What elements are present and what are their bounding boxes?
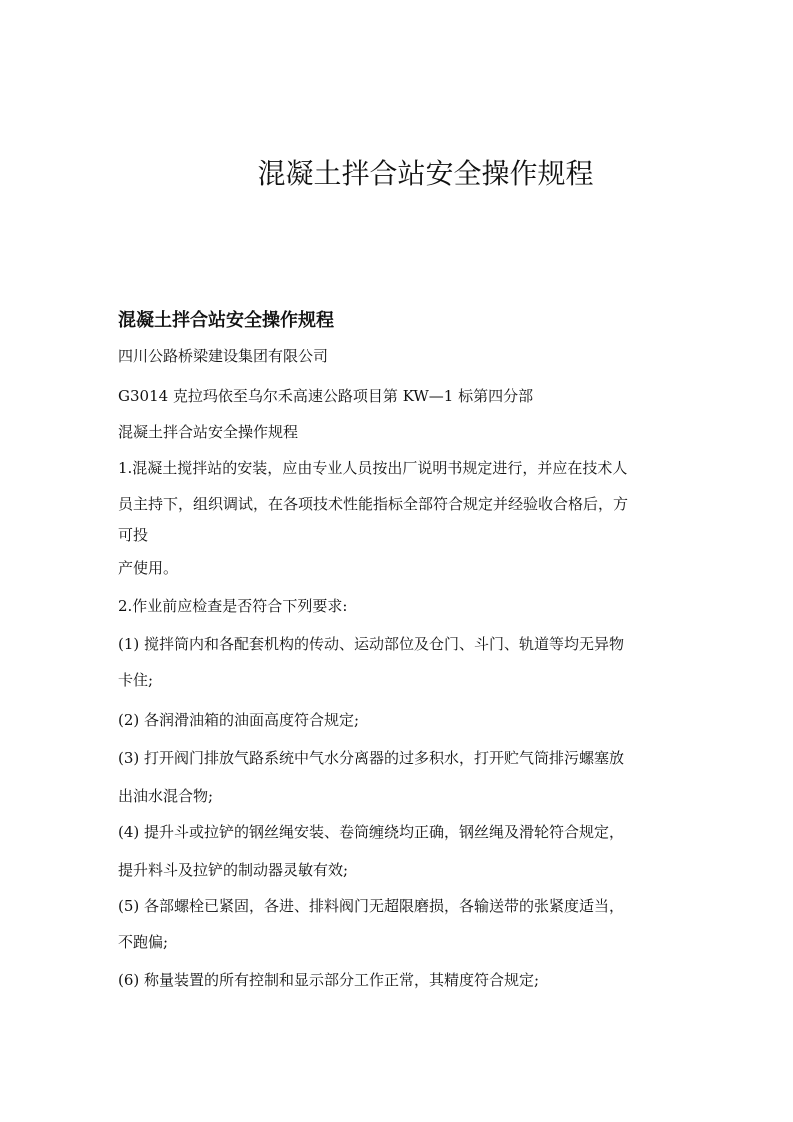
paragraph-line: 出油水混合物; [118, 787, 214, 805]
paragraph-line: 1.混凝土搅拌站的安装，应由专业人员按出厂说明书规定进行，并应在技术人 [118, 459, 628, 477]
paragraph-line: 产使用。 [118, 559, 179, 577]
document-title: 混凝土拌合站安全操作规程 [257, 157, 594, 190]
paragraph-line: (2) 各润滑油箱的油面高度符合规定; [118, 711, 360, 729]
section-heading: 混凝土拌合站安全操作规程 [118, 310, 334, 331]
paragraph-line: 员主持下，组织调试，在各项技术性能指标全部符合规定并经验收合格后，方 [118, 495, 629, 513]
paragraph-line: (3) 打开阀门排放气路系统中气水分离器的过多积水，打开贮气筒排污螺塞放 [118, 749, 625, 767]
paragraph-line: 2.作业前应检查是否符合下列要求: [118, 597, 348, 615]
paragraph-line: 可投 [118, 526, 149, 544]
paragraph-line: (4) 提升斗或拉铲的钢丝绳安装、卷筒缠绕均正确，钢丝绳及滑轮符合规定， [118, 823, 625, 841]
paragraph-line: (5) 各部螺栓已紧固，各进、排料阀门无超限磨损，各输送带的张紧度适当， [118, 897, 625, 915]
paragraph-line: 不跑偏; [118, 933, 169, 951]
paragraph-line: 卡住; [118, 671, 154, 689]
paragraph-line: (6) 称量装置的所有控制和显示部分工作正常，其精度符合规定; [118, 971, 540, 989]
paragraph-line: 混凝土拌合站安全操作规程 [118, 423, 299, 441]
paragraph-line: (1) 搅拌筒内和各配套机构的传动、运动部位及仓门、斗门、轨道等均无异物 [118, 635, 625, 653]
paragraph-line: 提升料斗及拉铲的制动器灵敏有效; [118, 861, 349, 879]
paragraph-line: 四川公路桥梁建设集团有限公司 [118, 347, 329, 365]
paragraph-line: G3014 克拉玛依至乌尔禾高速公路项目第 KW—1 标第四分部 [118, 387, 534, 405]
